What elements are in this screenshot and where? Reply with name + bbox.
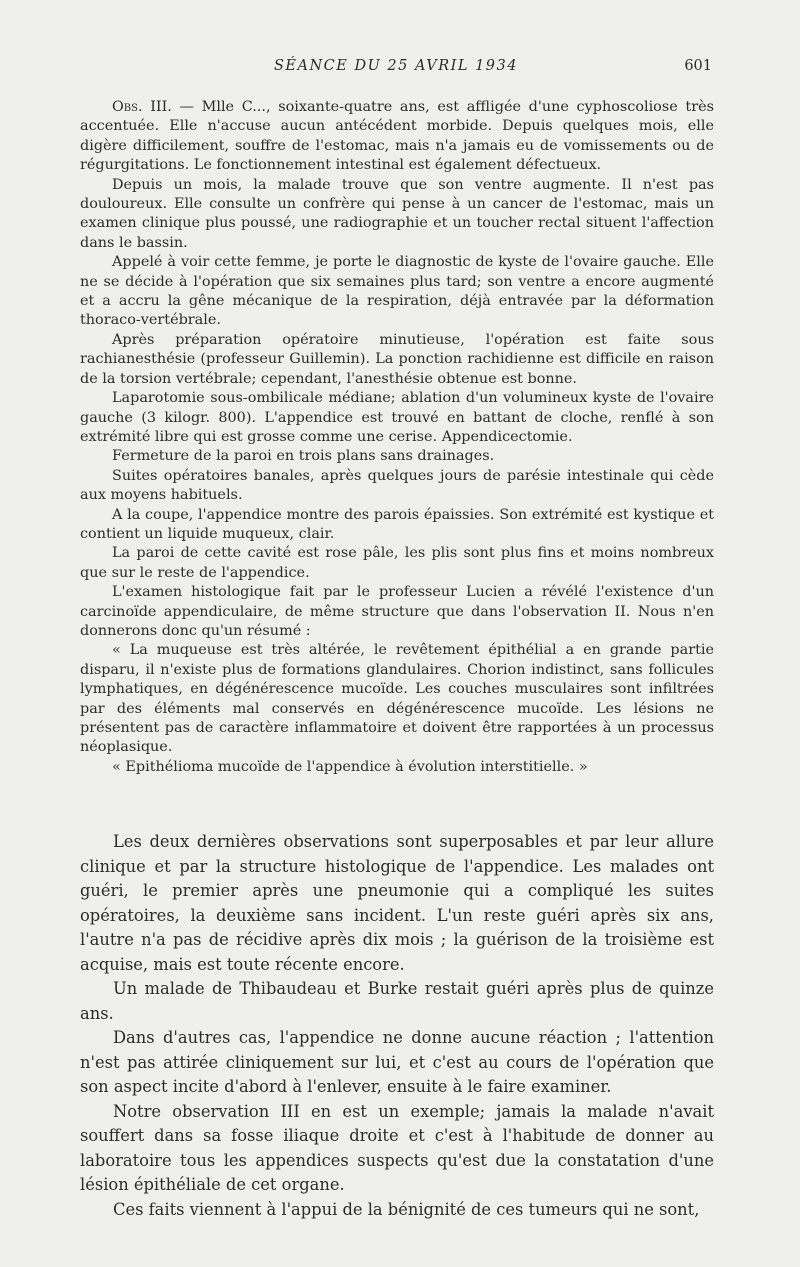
observation-paragraph: Appelé à voir cette femme, je porte le diagnostic de kyste de l'ovaire gauche. Elle ne se décide à l'opération que six semaines plus tard; son ventre a encore augmenté et a accru la gêne mécanique de la respiration, déjà entravée par la déformation thoraco-vertébrale. — [80, 254, 714, 329]
discussion-paragraph: Ces faits viennent à l'appui de la bénignité de ces tumeurs qui ne sont, — [113, 1199, 700, 1219]
histology-quote: « La muqueuse est très altérée, le revêtement épithélial a en grande partie disparu, il n'existe plus de formations glandulaires. Chorion indistinct, sans follicules lymphatiques, en dégénérescence mucoïde. Les couches musculaires sont infiltrées par des éléments mal conservés en dégénérescence mucoïde. Les lésions ne présentent pas de caractère inflammatoire et doivent être rapportées à un processus néoplasique. — [80, 642, 714, 756]
observation-paragraph: Obs. III. — Mlle C..., soixante-quatre ans, est affligée d'une cyphoscoliose très accentuée. Elle n'accuse aucun antécédent morbide. Depuis quelques mois, elle digère difficilement, souffre de l'estomac, mais n'a jamais eu de vomissements ou de régurgitations. Le fonctionnement intestinal est également défectueux. — [80, 99, 714, 174]
observation-paragraph: L'examen histologique fait par le professeur Lucien a révélé l'existence d'un carcinoïde appendiculaire, de même structure que dans l'observation II. Nous n'en donnerons donc qu'un résumé : — [80, 584, 714, 639]
discussion-paragraph: Un malade de Thibaudeau et Burke restait guéri après plus de quinze ans. — [80, 979, 714, 1023]
page-number: 601 — [684, 58, 712, 74]
discussion-paragraph: Dans d'autres cas, l'appendice ne donne aucune réaction ; l'attention n'est pas attirée cliniquement sur lui, et c'est au cours de l'opération que son aspect incite d'abord à l'enlever, ensuite à le faire examiner. — [80, 1028, 714, 1096]
discussion-paragraph: Les deux dernières observations sont superposables et par leur allure clinique et par la structure histologique de l'appendice. Les malades ont guéri, le premier après une pneumonie qui a compliqué les suites opératoires, la deuxième sans incident. L'un reste guéri après six ans, l'autre n'a pas de récidive après dix mois ; la guérison de la troisième est acquise, mais est toute récente encore. — [80, 832, 714, 974]
observation-label: Obs. III. — [112, 99, 172, 115]
discussion-section — [80, 830, 714, 1222]
observation-paragraph: Après préparation opératoire minutieuse, l'opération est faite sous rachianesthésie (professeur Guillemin). La ponction rachidienne est difficile en raison de la torsion vertébrale; cependant, l'anesthésie obtenue est bonne. — [80, 331, 714, 387]
observation-paragraph: Suites opératoires banales, après quelques jours de parésie intestinale qui cède aux moyens habituels. — [80, 467, 714, 504]
running-title: SÉANCE DU 25 AVRIL 1934 — [274, 58, 518, 74]
observation-paragraph: Depuis un mois, la malade trouve que son ventre augmente. Il n'est pas douloureux. Elle consulte un confrère qui pense à un cancer de l'estomac, mais un examen clinique plus poussé, une radiographie et un toucher rectal situent l'affection dans le bassin. — [80, 176, 714, 251]
discussion-paragraph: Notre observation III en est un exemple; jamais la malade n'avait souffert dans sa fosse iliaque droite et c'est à l'habitude de donner au laboratoire tous les appendices suspects qu'est due la constatation d'une lésion épithéliale de cet organe. — [80, 1101, 714, 1194]
observation-paragraph: Fermeture de la paroi en trois plans sans drainages. — [112, 448, 495, 465]
observation-section — [80, 98, 714, 777]
observation-paragraph: La paroi de cette cavité est rose pâle, les plis sont plus fins et moins nombreux que sur le reste de l'appendice. — [80, 545, 714, 581]
running-header — [80, 58, 712, 82]
observation-paragraph: Laparotomie sous-ombilicale médiane; ablation d'un volumineux kyste de l'ovaire gauche (3 kilogr. 800). L'appendice est trouvé en battant de cloche, renflé à son extrémité libre qui est grosse comme une cerise. Appendicectomie. — [80, 390, 714, 445]
observation-paragraph: A la coupe, l'appendice montre des parois épaissies. Son extrémité est kystique et contient un liquide muqueux, clair. — [80, 506, 714, 542]
histology-conclusion: « Epithélioma mucoïde de l'appendice à évolution interstitielle. » — [112, 758, 588, 775]
